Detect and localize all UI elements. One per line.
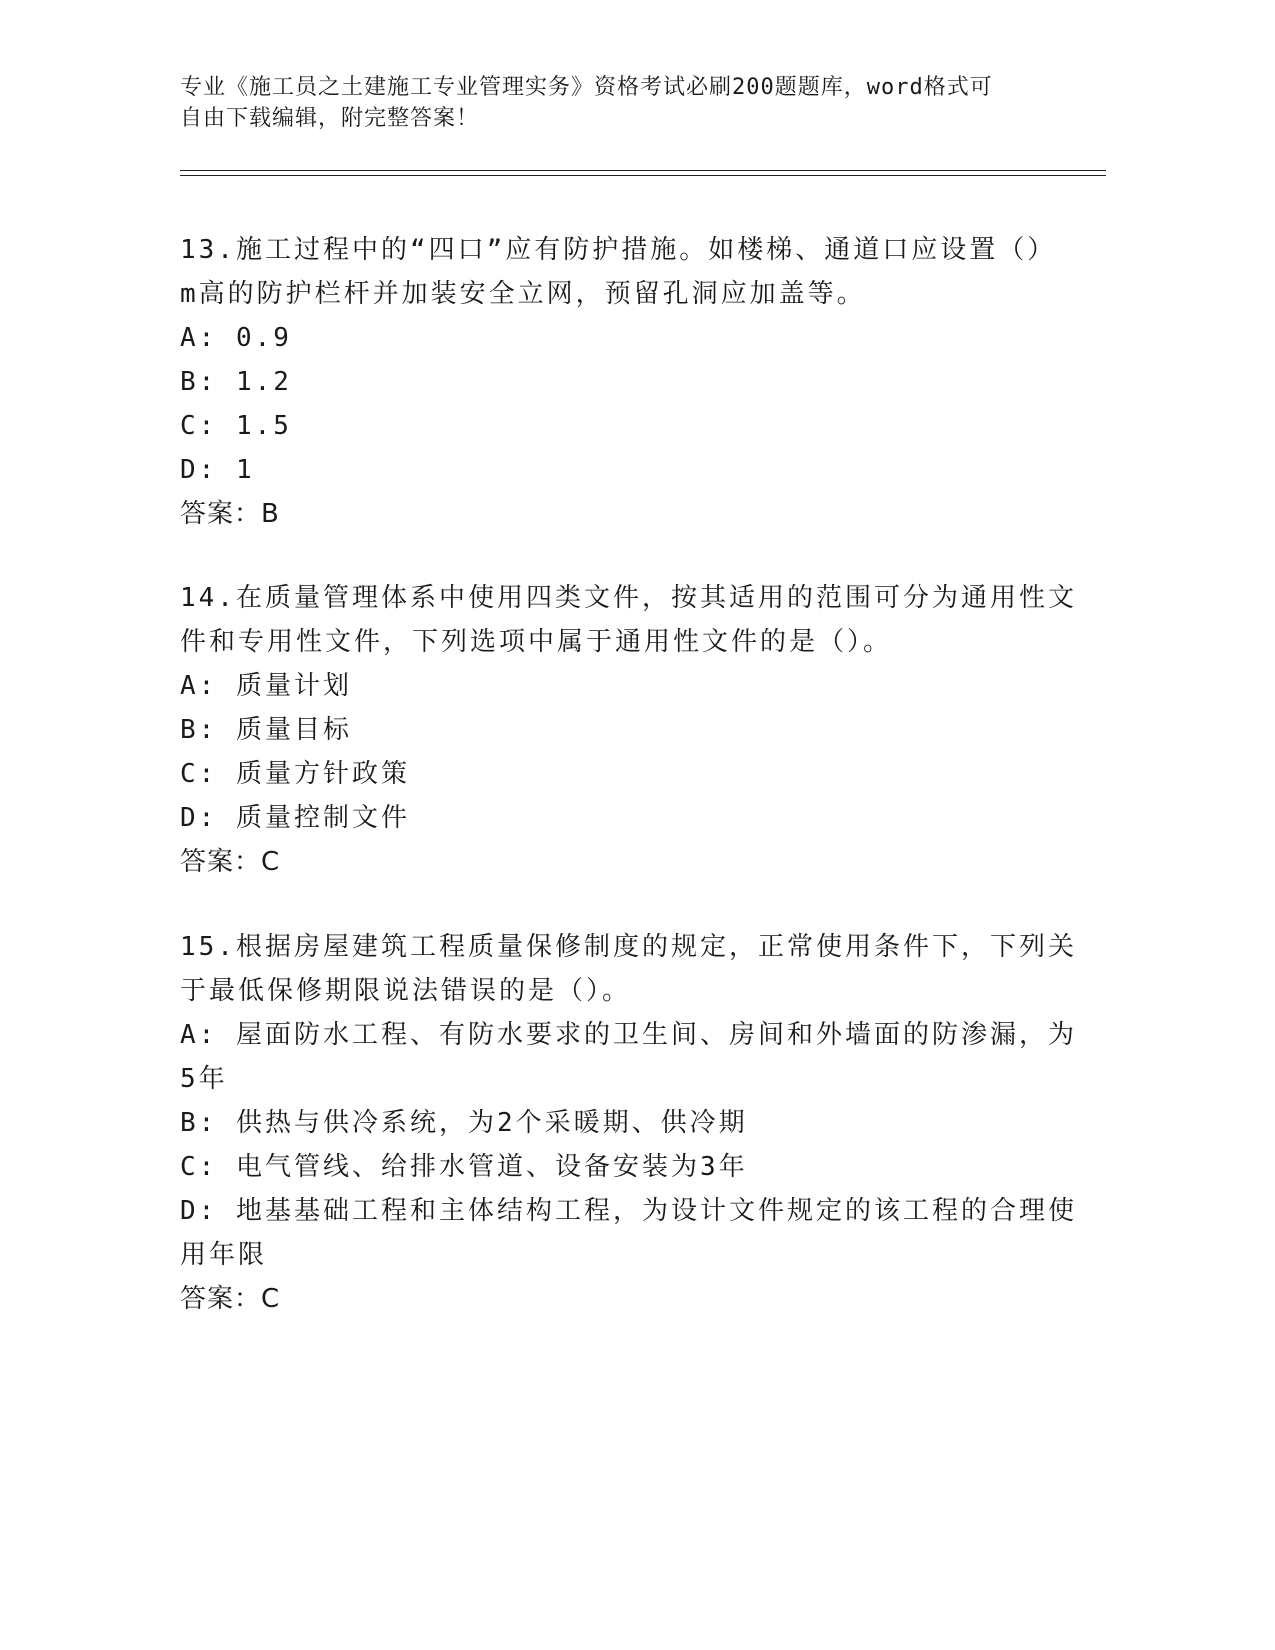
option-a-continuation: 5年 bbox=[180, 1064, 228, 1094]
header-title-line-1: 专业《施工员之土建施工专业管理实务》资格考试必刷200题题库，word格式可 bbox=[180, 75, 993, 100]
question-stem-line: m高的防护栏杆并加装安全立网，预留孔洞应加盖等。 bbox=[180, 279, 866, 309]
option-b: B: 供热与供冷系统，为2个采暖期、供冷期 bbox=[180, 1108, 748, 1138]
option-a: A: 0.9 bbox=[180, 323, 292, 353]
option-d: D: 质量控制文件 bbox=[180, 803, 410, 833]
header-divider-bottom bbox=[180, 175, 1106, 176]
option-a: A: 质量计划 bbox=[180, 671, 352, 701]
option-d: D: 1 bbox=[180, 455, 255, 485]
option-c: C: 电气管线、给排水管道、设备安装为3年 bbox=[180, 1152, 748, 1182]
question-13 bbox=[180, 228, 1057, 536]
question-stem-line: 15.根据房屋建筑工程质量保修制度的规定，正常使用条件下，下列关 bbox=[180, 932, 1077, 962]
question-stem-line: 件和专用性文件，下列选项中属于通用性文件的是（）。 bbox=[180, 627, 893, 657]
header-title-line-2: 自由下载编辑，附完整答案！ bbox=[180, 106, 480, 131]
question-stem-line: 14.在质量管理体系中使用四类文件，按其适用的范围可分为通用性文 bbox=[180, 583, 1077, 613]
header-divider-top bbox=[180, 170, 1106, 171]
document-header bbox=[180, 72, 1030, 134]
question-15 bbox=[180, 925, 1077, 1321]
option-b: B: 1.2 bbox=[180, 367, 292, 397]
option-b: B: 质量目标 bbox=[180, 715, 352, 745]
answer-label: 答案：C bbox=[180, 847, 281, 877]
option-c: C: 1.5 bbox=[180, 411, 292, 441]
question-14 bbox=[180, 576, 1077, 884]
option-d-continuation: 用年限 bbox=[180, 1240, 268, 1270]
option-d: D: 地基基础工程和主体结构工程，为设计文件规定的该工程的合理使 bbox=[180, 1196, 1077, 1226]
question-stem-line: 13.施工过程中的“四口”应有防护措施。如楼梯、通道口应设置（） bbox=[180, 235, 1057, 265]
question-stem-line: 于最低保修期限说法错误的是（）。 bbox=[180, 976, 632, 1006]
answer-label: 答案：B bbox=[180, 499, 280, 529]
option-c: C: 质量方针政策 bbox=[180, 759, 410, 789]
answer-label: 答案：C bbox=[180, 1284, 281, 1314]
option-a: A: 屋面防水工程、有防水要求的卫生间、房间和外墙面的防渗漏，为 bbox=[180, 1020, 1077, 1050]
